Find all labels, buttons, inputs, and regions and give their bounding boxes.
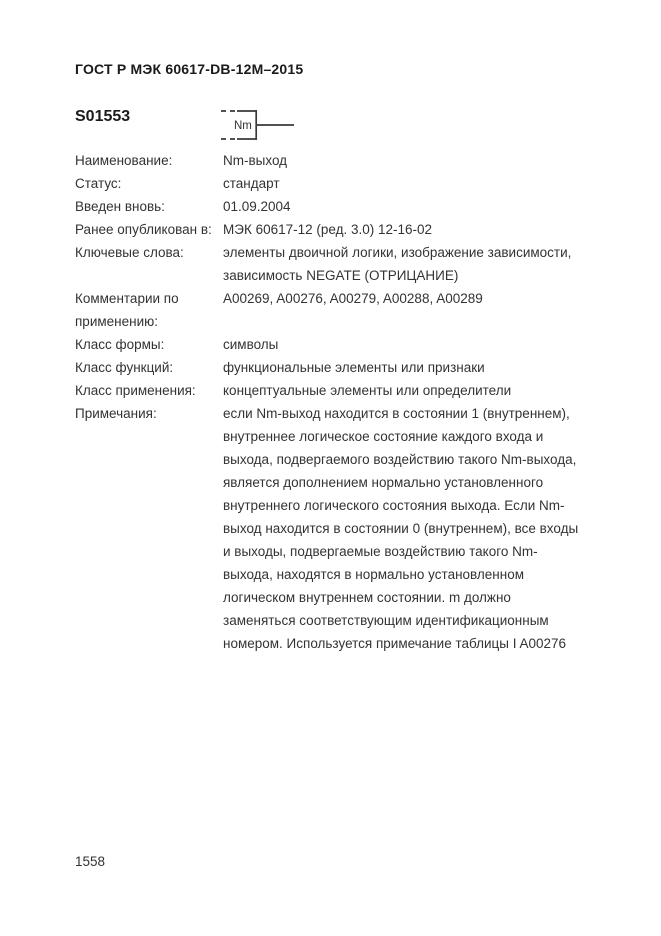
symbol-label: Nm: [234, 120, 252, 132]
field-row: [75, 149, 587, 172]
field-value: A00269, A00276, A00279, A00288, A00289: [223, 291, 483, 306]
field-value: концептуальные элементы или определители: [223, 383, 512, 398]
field-row: [75, 402, 587, 655]
field-row: [75, 287, 587, 333]
field-label: Ключевые слова:: [75, 245, 184, 260]
field-label: Статус:: [75, 176, 122, 191]
field-value: стандарт: [223, 176, 280, 191]
field-label: Наименование:: [75, 153, 173, 168]
field-row: [75, 172, 587, 195]
field-label: Класс применения:: [75, 383, 196, 398]
field-value: 01.09.2004: [223, 199, 291, 214]
field-value: Nm-выход: [223, 153, 288, 168]
field-label: Примечания:: [75, 406, 157, 421]
field-row: [75, 356, 587, 379]
field-label: Класс формы:: [75, 337, 165, 352]
symbol-id: S01553: [75, 108, 131, 125]
nm-output-symbol-drawing: [220, 105, 300, 145]
field-value: МЭК 60617-12 (ред. 3.0) 12-16-02: [223, 222, 433, 237]
field-list: [75, 149, 587, 655]
field-row: [75, 379, 587, 402]
field-value: функциональные элементы или признаки: [223, 360, 485, 375]
field-value: символы: [223, 337, 279, 352]
field-row: [75, 333, 587, 356]
field-label: Ранее опубликован в:: [75, 222, 212, 237]
field-row: [75, 241, 587, 287]
field-label: Класс функций:: [75, 360, 174, 375]
document-code: ГОСТ Р МЭК 60617-DB-12M–2015: [75, 61, 304, 77]
field-value: элементы двоичной логики, изображение зависимости, зависимость NEGATE (ОТРИЦАНИЕ): [223, 245, 572, 283]
field-label: Комментарии по применению:: [75, 291, 179, 329]
field-label: Введен вновь:: [75, 199, 165, 214]
field-row: [75, 218, 587, 241]
field-value: если Nm-выход находится в состоянии 1 (внутреннем), внутреннее логическое состояние каждого входа и выхода, подвергаемого воздействию такого Nm-выхода, является дополнением нормально установленного внутреннего логического состояния выхода. Если Nm-выход находится в состоянии 0 (внутреннем), все входы и выходы, подвергаемые воздействию такого Nm-выхода, находятся в нормально установленном логическом внутреннем состоянии. m должно заменяться соответствующим идентификационным номером. Используется примечание таблицы I A00276: [223, 406, 579, 651]
field-row: [75, 195, 587, 218]
page-number: 1558: [75, 854, 106, 869]
